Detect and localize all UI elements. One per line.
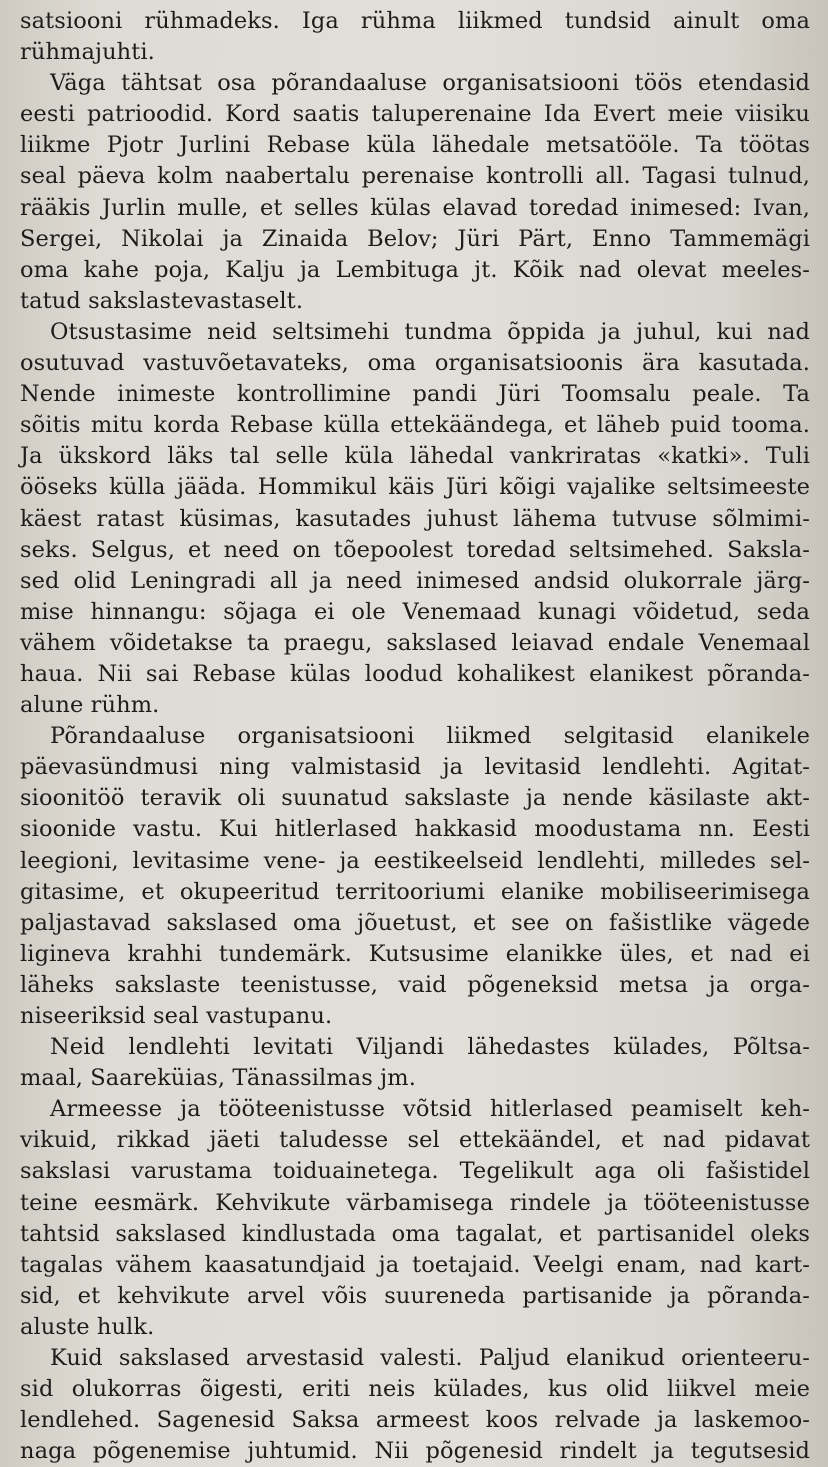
text-line: satsiooni rühmadeks. Iga rühma liikmed tundsid ainult oma bbox=[20, 8, 810, 34]
text-line: päevasündmusi ning valmistasid ja levitasid lendlehti. Agitat- bbox=[20, 754, 810, 781]
text-line: niseeriksid seal vastupanu. bbox=[20, 1003, 333, 1029]
text-line: tahtsid sakslased kindlustada oma tagalat, et partisanidel oleks bbox=[20, 1220, 810, 1247]
text-line: ööseks külla jääda. Hommikul käis Jüri kõigi vajalike seltsimeeste bbox=[20, 474, 810, 501]
text-line: Kuid sakslased arvestasid valesti. Paljud elanikud orienteeru- bbox=[50, 1345, 810, 1372]
text-line: tagalas vähem kaasatundjaid ja toetajaid. Veelgi enam, nad kart- bbox=[20, 1251, 810, 1278]
paragraph bbox=[20, 721, 810, 1032]
text-line: paljastavad sakslased oma jõuetust, et see on fašistlike vägede bbox=[20, 909, 810, 936]
paragraph bbox=[20, 6, 810, 68]
text-line: Väga tähtsat osa põrandaaluse organisatsiooni töös etendasid bbox=[50, 70, 810, 97]
text-line: oma kahe poja, Kalju ja Lembituga jt. Kõik nad olevat meeles- bbox=[20, 256, 810, 283]
text-line: gitasime, et okupeeritud territooriumi elanike mobiliseerimisega bbox=[20, 878, 810, 905]
text-line: haua. Nii sai Rebase külas loodud kohalikest elanikest põranda- bbox=[20, 660, 810, 687]
text-line: aluste hulk. bbox=[20, 1313, 155, 1340]
text-line: sioonitöö teravik oli suunatud sakslaste ja nende käsilaste akt- bbox=[20, 785, 810, 812]
paragraph bbox=[20, 317, 810, 721]
text-line: läheks sakslaste teenistusse, vaid põgeneksid metsa ja orga- bbox=[20, 971, 810, 998]
text-line: seal päeva kolm naabertalu perenaise kontrolli all. Tagasi tulnud, bbox=[20, 163, 810, 190]
text-line: tatud sakslastevastaselt. bbox=[20, 287, 304, 314]
text-line: seks. Selgus, et need on tõepoolest toredad seltsimehed. Saksla- bbox=[20, 536, 810, 563]
text-line: vähem võidetakse ta praegu, sakslased leiavad endale Venemaal bbox=[20, 629, 810, 656]
text-line: Nende inimeste kontrollimine pandi Jüri Toomsalu peale. Ta bbox=[20, 381, 810, 408]
text-line: alune rühm. bbox=[20, 692, 160, 719]
text-line: rühmajuhti. bbox=[20, 39, 155, 66]
paragraph bbox=[20, 1343, 810, 1467]
text-line: Põrandaaluse organisatsiooni liikmed selgitasid elanikele bbox=[50, 723, 810, 750]
text-line: naga põgenemise juhtumid. Nii põgenesid rindelt ja tegutsesid bbox=[20, 1438, 810, 1465]
text-line: sid, et kehvikute arvel võis suureneda partisanide ja põranda- bbox=[20, 1282, 810, 1309]
text-line: Ja ükskord läks tal selle küla lähedal vankriratas «katki». Tuli bbox=[20, 443, 810, 470]
text-line: sakslasi varustama toiduainetega. Tegelikult aga oli fašistidel bbox=[20, 1158, 810, 1185]
text-line: sed olid Leningradi all ja need inimesed andsid olukorrale järg- bbox=[20, 567, 810, 594]
text-line: sõitis mitu korda Rebase külla ettekäändega, et läheb puid tooma. bbox=[20, 412, 810, 439]
text-line: osutuvad vastuvõetavateks, oma organisatsioonis ära kasutada. bbox=[20, 350, 810, 377]
text-line: käest ratast küsimas, kasutades juhust lähema tutvuse sõlmimi- bbox=[20, 505, 810, 532]
paragraph bbox=[20, 1094, 810, 1343]
text-line: rääkis Jurlin mulle, et selles külas elavad toredad inimesed: Ivan, bbox=[20, 194, 810, 221]
paragraph bbox=[20, 1032, 810, 1094]
text-line: liikme Pjotr Jurlini Rebase küla lähedale metsatööle. Ta töötas bbox=[20, 132, 810, 159]
text-line: lendlehed. Sagenesid Saksa armeest koos relvade ja laskemoo- bbox=[20, 1407, 810, 1434]
paragraph bbox=[20, 68, 810, 317]
text-line: vikuid, rikkad jäeti taludesse sel ettekäändel, et nad pidavat bbox=[20, 1127, 810, 1154]
text-line: ligineva krahhi tundemärk. Kutsusime elanikke üles, et nad ei bbox=[20, 940, 810, 967]
text-line: maal, Saareküias, Tänassilmas jm. bbox=[20, 1065, 416, 1092]
text-line: mise hinnangu: sõjaga ei ole Venemaad kunagi võidetud, seda bbox=[20, 598, 810, 625]
text-line: Sergei, Nikolai ja Zinaida Belov; Jüri Pärt, Enno Tammemägi bbox=[20, 225, 810, 252]
text-line: leegioni, levitasime vene- ja eestikeelseid lendlehti, milledes sel- bbox=[20, 847, 810, 874]
text-line: Neid lendlehti levitati Viljandi lähedastes külades, Põltsa- bbox=[50, 1034, 810, 1061]
text-line: sioonide vastu. Kui hitlerlased hakkasid moodustama nn. Eesti bbox=[20, 816, 810, 843]
text-line: sid olukorras õigesti, eriti neis külades, kus olid liikvel meie bbox=[20, 1376, 810, 1403]
text-line: teine eesmärk. Kehvikute värbamisega rindele ja tööteenistusse bbox=[20, 1189, 810, 1216]
text-line: Otsustasime neid seltsimehi tundma õppida ja juhul, kui nad bbox=[50, 318, 810, 345]
text-line: Armeesse ja tööteenistusse võtsid hitlerlased peamiselt keh- bbox=[50, 1096, 810, 1123]
text-line: eesti patrioodid. Kord saatis taluperenaine Ida Evert meie viisiku bbox=[20, 101, 810, 128]
